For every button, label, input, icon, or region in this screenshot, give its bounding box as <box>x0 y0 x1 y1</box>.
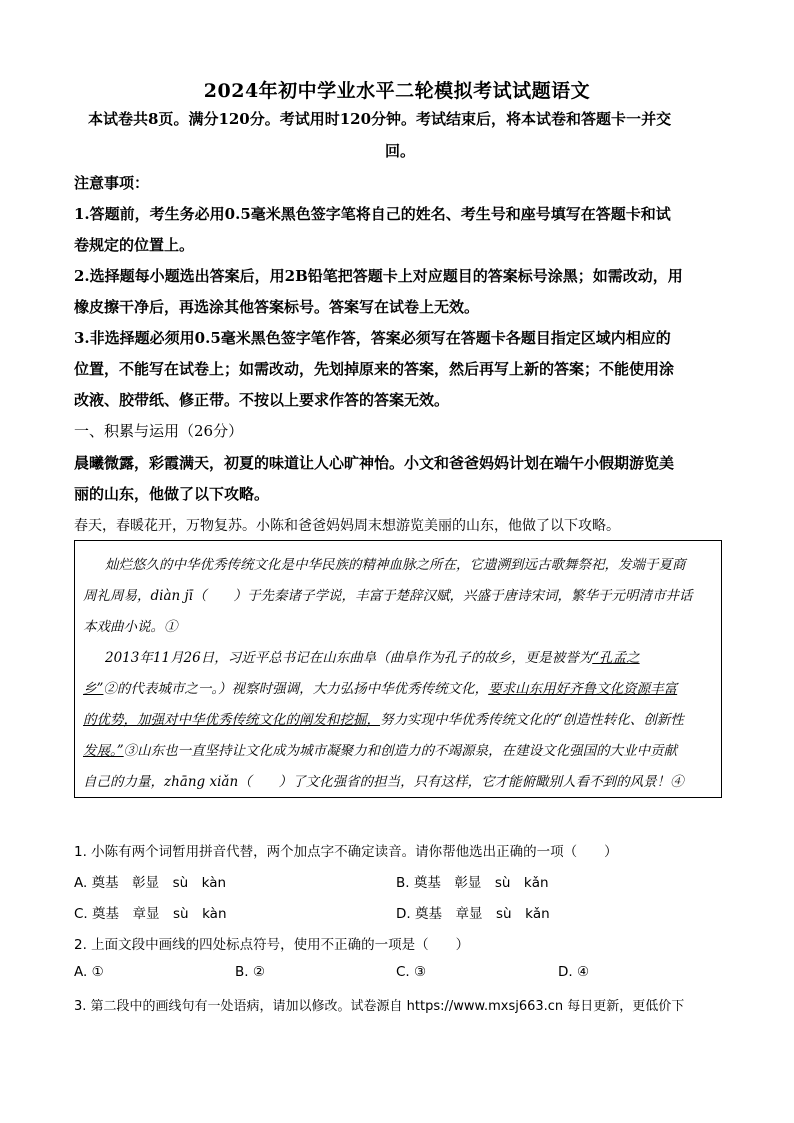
passage-line: 周礼周易，diàn jī（ ）于先秦诸子学说，丰富于楚辞汉赋，兴盛于唐诗宋词，繁华于元明清市井话 <box>83 588 693 604</box>
passage-line: 本戏曲小说。① <box>83 619 178 635</box>
notice-item: 橡皮擦干净后，再选涂其他答案标号。答案写在试卷上无效。 <box>74 298 480 316</box>
passage-line: 乡”②的代表城市之一。）视察时强调，大力弘扬中华优秀传统文化，要求山东用好齐鲁文化资源丰富 <box>83 681 678 697</box>
exam-title: 2024年初中学业水平二轮模拟考试试题语文 <box>203 80 591 102</box>
passage-box <box>74 540 722 798</box>
notice-item: 2.选择题每小题选出答案后，用2B铅笔把答题卡上对应题目的答案标号涂黑；如需改动，用 <box>74 267 683 285</box>
passage-line: 自己的力量，zhāng xiǎn（ ）了文化强省的担当，只有这样，它才能俯瞰别人看不到的风景！④ <box>83 774 684 790</box>
notice-item: 位置，不能写在试卷上；如需改动，先划掉原来的答案，然后再写上新的答案；不能使用涂 <box>74 360 675 378</box>
option-1c: C. 奠基 章显 sù kàn <box>74 906 227 922</box>
option-2a: A. ① <box>74 964 104 980</box>
notice-heading: 注意事项： <box>74 174 150 192</box>
notice-item: 改液、胶带纸、修正带。不按以上要求作答的答案无效。 <box>74 391 450 409</box>
passage-line: 2013年11月26日，习近平总书记在山东曲阜（曲阜作为孔子的故乡，更是被誉为“孔孟之 <box>105 650 640 666</box>
passage-line: 的优势，加强对中华优秀传统文化的阐发和挖掘，努力实现中华优秀传统文化的“创造性转化、创新性 <box>83 712 684 728</box>
passage-line: 发展。”③山东也一直坚持让文化成为城市凝聚力和创造力的不竭源泉，在建设文化强国的大业中贡献 <box>83 743 678 759</box>
option-2d: D. ④ <box>558 964 590 980</box>
question-3: 3. 第二段中的画线句有一处语病，请加以修改。试卷源自 https://www.mxsj663.cn 每日更新，更低价下 <box>74 999 685 1014</box>
option-2b: B. ② <box>235 964 265 980</box>
scenario-line: 晨曦微露，彩霞满天，初夏的味道让人心旷神怡。小文和爸爸妈妈计划在端午小假期游览美 <box>74 454 675 472</box>
option-1b: B. 奠基 彰显 sù kǎn <box>396 875 549 891</box>
question-2: 2. 上面文段中画线的四处标点符号，使用不正确的一项是（ ） <box>74 937 470 953</box>
option-2c: C. ③ <box>396 964 427 980</box>
option-1d: D. 奠基 章显 sù kǎn <box>396 906 550 922</box>
passage-line: 灿烂悠久的中华优秀传统文化是中华民族的精神血脉之所在，它遗溯到远古歌舞祭祀，发端于夏商 <box>105 557 686 573</box>
notice-item: 1.答题前，考生务必用0.5毫米黑色签字笔将自己的姓名、考生号和座号填写在答题卡和试 <box>74 205 671 223</box>
exam-intro-line-1: 本试卷共8页。满分120分。考试用时120分钟。考试结束后，将本试卷和答题卡一并交 <box>88 110 672 128</box>
section-heading: 一、积累与运用（26分） <box>74 422 244 440</box>
option-1a: A. 奠基 彰显 sù kàn <box>74 875 227 891</box>
question-1: 1. 小陈有两个词暂用拼音代替，两个加点字不确定读音。请你帮他选出正确的一项（ ） <box>74 844 618 860</box>
notice-item: 卷规定的位置上。 <box>74 236 195 254</box>
scenario-line: 丽的山东，他做了以下攻略。 <box>74 485 270 503</box>
notice-item: 3.非选择题必须用0.5毫米黑色签字笔作答，答案必须写在答题卡各题目指定区域内相应的 <box>74 329 671 347</box>
exam-intro-line-2: 回。 <box>385 142 416 160</box>
scenario-plain: 春天，春暖花开，万物复苏。小陈和爸爸妈妈周末想游览美丽的山东，他做了以下攻略。 <box>74 518 620 534</box>
